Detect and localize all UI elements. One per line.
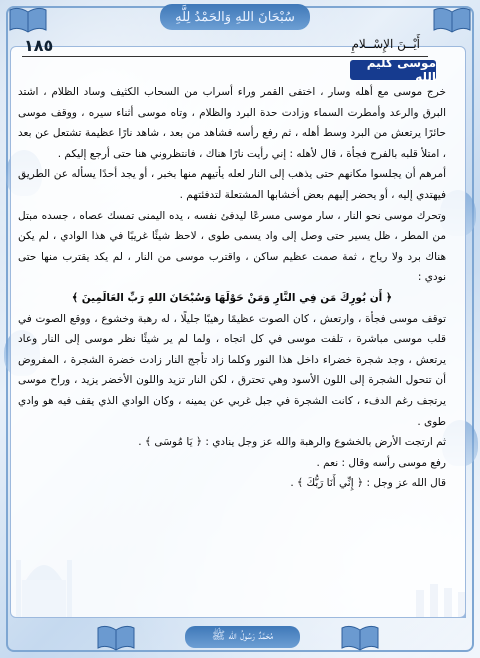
paragraph: وتحرك موسى نحو النار ، سار موسى مسرعًا ليدفئ نفسه ، يده اليمنى تمسك عصاه ، جسده مبتل من المطر ، ظل يسير حتى وصل إلى واد يسمى طوى ، لاحظ شيئًا غريبًا في هذا الوادي ، لم يكن هناك برد ولا رياح ، ثمة صمت عظيم ساكن ، واقترب موسى من النار ، لم يكد يقترب منها حتى نودي : xyxy=(18,209,446,284)
paragraph: أمرهم أن يجلسوا مكانهم حتى يذهب إلى النار لعله يأتيهم منها بخبر ، أو يجد أحدًا يسأله عن الطريق فيهتدي إليه ، أو يحضر إليهم بعض أخشابها المشتعلة لتدفئتهم . xyxy=(18,168,446,201)
top-calligraphy-banner xyxy=(160,4,310,30)
paragraph: قال الله عز وجل : ﴿ إِنِّي أَنَا رَبُّكَ ﴾ . xyxy=(290,477,446,490)
open-book-icon xyxy=(340,622,380,652)
book-title: أَيْــنَ الإِسْــلامِ xyxy=(351,37,420,51)
page-number: ١٨٥ xyxy=(24,36,54,55)
open-book-icon xyxy=(96,622,136,652)
paragraph: خرج موسى مع أهله وسار ، اختفى القمر وراء أسراب من السحاب الكثيف وساد الظلام ، اشتد البرق والرعد وأمطرت السماء وزادت حدة البرد والظلام ، وتاه موسى أثناء سيره ، ووقف موسى حائرًا يرتعش من البرد وسط أهله ، ثم رفع رأسه فشاهد من بعد ، شاهد نارًا عظيمة تشتعل عن بعد ، امتلأ قلبه بالفرح فجأة ، قال لأهله : إني رأيت نارًا هناك ، فانتظروني هنا حتى أرجع إليكم . xyxy=(18,86,446,160)
open-book-icon xyxy=(8,4,48,34)
paragraph: رفع موسى رأسه وقال : نعم . xyxy=(316,456,446,469)
open-book-icon xyxy=(432,4,472,34)
paragraph: توقف موسى فجأة ، وارتعش ، كان الصوت عظيمًا رهيبًا جليلًا ، له رهبة وخشوع ، ووقع الصوت في قلب موسى مباشرة ، تلفت موسى في كل اتجاه ، ولما لم ير شيئًا نظر موسى إلى النار وعاد يرتعش ، وجد شجرة خضراء داخل هذا النور وكلما زاد تأجج النار زادت خضرة الشجرة ، المفروض أن تتحول الشجرة إلى اللون الأسود وهي تحترق ، لكن النار تزيد واللون الأخضر يزيد ، وراح موسى يرتجف رغم الدفء ، كانت الشجرة في جبل غربي عن يمينه ، وكان الوادي الذي يقف فيه هو وادي طوى . xyxy=(18,312,446,428)
quran-verse: ﴿ أَن بُورِكَ مَن فِي النَّارِ وَمَنْ حَوْلَهَا وَسُبْحَانَ اللهِ رَبِّ العَالَمِينَ ﴾ xyxy=(71,291,393,304)
section-title-badge xyxy=(350,56,436,84)
bottom-calligraphy-banner xyxy=(185,626,300,648)
paragraph: ثم ارتجت الأرض بالخشوع والرهبة والله عز وجل ينادي : ﴿ يَا مُوسَى ﴾ . xyxy=(138,436,446,449)
top-banner-text: سُبْحَانَ اللهِ وَالحَمْدُ لِلَّهِ xyxy=(175,9,295,25)
article-body xyxy=(18,82,446,494)
bottom-banner-text: مُحَمَّدٌ رَسُولُ الله ﷺ xyxy=(211,629,274,642)
section-title: موسى كليم الله xyxy=(366,56,436,84)
